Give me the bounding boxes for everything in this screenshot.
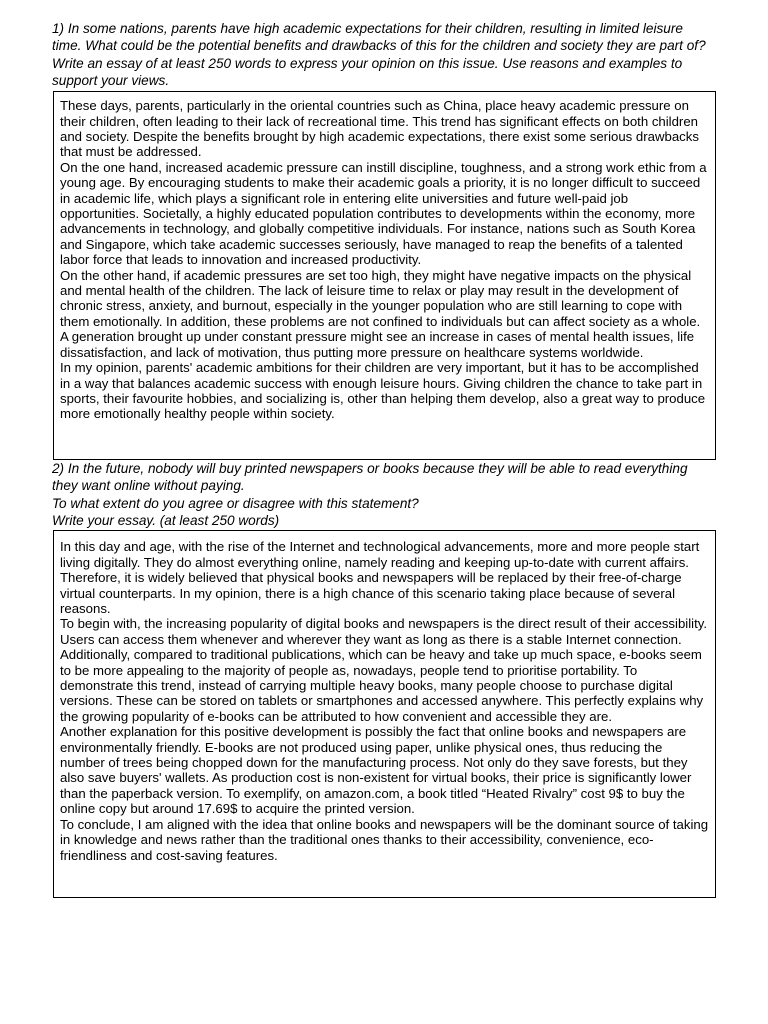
task2-essay-paragraph-2: To begin with, the increasing popularity of digital books and newspapers is the direct result of their accessibility. Users can access them whenever and wherever they want as long as there is a stable Internet connection. Additionally, compared to traditional publications, which can be heavy and take up much space, e-books seem to be more appealing to the majority of people as, nowadays, people tend to prioritise portability. To demonstrate this trend, instead of carrying multiple heavy books, many people choose to purchase digital versions. These can be stored on tablets or smartphones and accessed anywhere. This perfectly explains why the growing popularity of e-books can be attributed to how convenient and accessible they are. [60, 616, 708, 724]
task1-instruction: Write an essay of at least 250 words to express your opinion on this issue. Use reasons and examples to support your views. [52, 55, 683, 88]
task2-prompt [52, 460, 716, 529]
task2-essay-paragraph-1: In this day and age, with the rise of the Internet and technological advancements, more and more people start living digitally. They do almost everything online, namely reading and keeping up-to-date with current affairs. Therefore, it is widely believed that physical books and newspapers will be replaced by their free-of-charge virtual counterparts. In my opinion, there is a high chance of this scenario taking place because of several reasons. [60, 539, 700, 616]
task1-essay-box [53, 91, 716, 460]
task1-essay-paragraph-4: In my opinion, parents' academic ambitions for their children are very important, but it has to be accomplished in a way that balances academic success with enough leisure hours. Giving children the chance to take part in sports, their favourite hobbies, and socializing is, other than helping them develop, also a great way to produce more emotionally healthy people within society. [60, 360, 706, 422]
document-page [52, 20, 716, 898]
task1-essay-paragraph-1: These days, parents, particularly in the oriental countries such as China, place heavy academic pressure on their children, often leading to their lack of recreational time. This trend has significant effects on both children and society. Despite the benefits brought by high academic expectations, there exist some serious drawbacks that must be addressed. [60, 98, 699, 160]
task1-essay-paragraph-3: On the other hand, if academic pressures are set too high, they might have negative impacts on the physical and mental health of the children. The lack of leisure time to relax or play may result in the development of chronic stress, anxiety, and burnout, especially in the younger population who are still learning to cope with them emotionally. In addition, these problems are not confined to individuals but can affect society as a whole. A generation brought up under constant pressure might see an increase in cases of mental health issues, life dissatisfaction, and lack of motivation, thus putting more pressure on healthcare systems worldwide. [60, 267, 701, 360]
task2-instruction-2: Write your essay. (at least 250 words) [52, 513, 280, 529]
task2-essay-box [53, 530, 716, 898]
task1-question: 1) In some nations, parents have high academic expectations for their children, resulting in limited leisure time. What could be the potential benefits and drawbacks of this for the children and society they are part of? [52, 21, 706, 54]
task1-prompt [52, 20, 716, 89]
task2-essay-paragraph-4: To conclude, I am aligned with the idea that online books and newspapers will be the dominant source of taking in knowledge and news rather than the traditional ones thanks to their accessibility, convenience, eco-friendliness and cost-saving features. [60, 816, 709, 863]
task2-essay-paragraph-3: Another explanation for this positive development is possibly the fact that online books and newspapers are environmentally friendly. E-books are not produced using paper, unlike physical ones, thus reducing the number of trees being chopped down for the manufacturing process. Not only do they save forests, but they also save buyers' wallets. As production cost is non-existent for virtual books, their price is significantly lower than the paperback version. To exemplify, on amazon.com, a book titled “Heated Rivalry” cost 9$ to buy the online copy but around 17.69$ to acquire the printed version. [60, 724, 692, 817]
task2-question: 2) In the future, nobody will buy printed newspapers or books because they will be able to read everything they want online without paying. [52, 461, 688, 494]
task2-instruction: To what extent do you agree or disagree with this statement? [52, 495, 419, 511]
task1-essay-paragraph-2: On the one hand, increased academic pressure can instill discipline, toughness, and a strong work ethic from a young age. By encouraging students to make their academic goals a priority, it is no longer difficult to succeed in academic life, which plays a significant role in entering elite universities and future well-paid job opportunities. Societally, a highly educated population contributes to developments within the economy, more advancements in technology, and globally competitive individuals. For instance, nations such as South Korea and Singapore, which take academic successes seriously, have managed to reap the benefits of a talented labor force that leads to innovation and increased productivity. [60, 159, 707, 268]
